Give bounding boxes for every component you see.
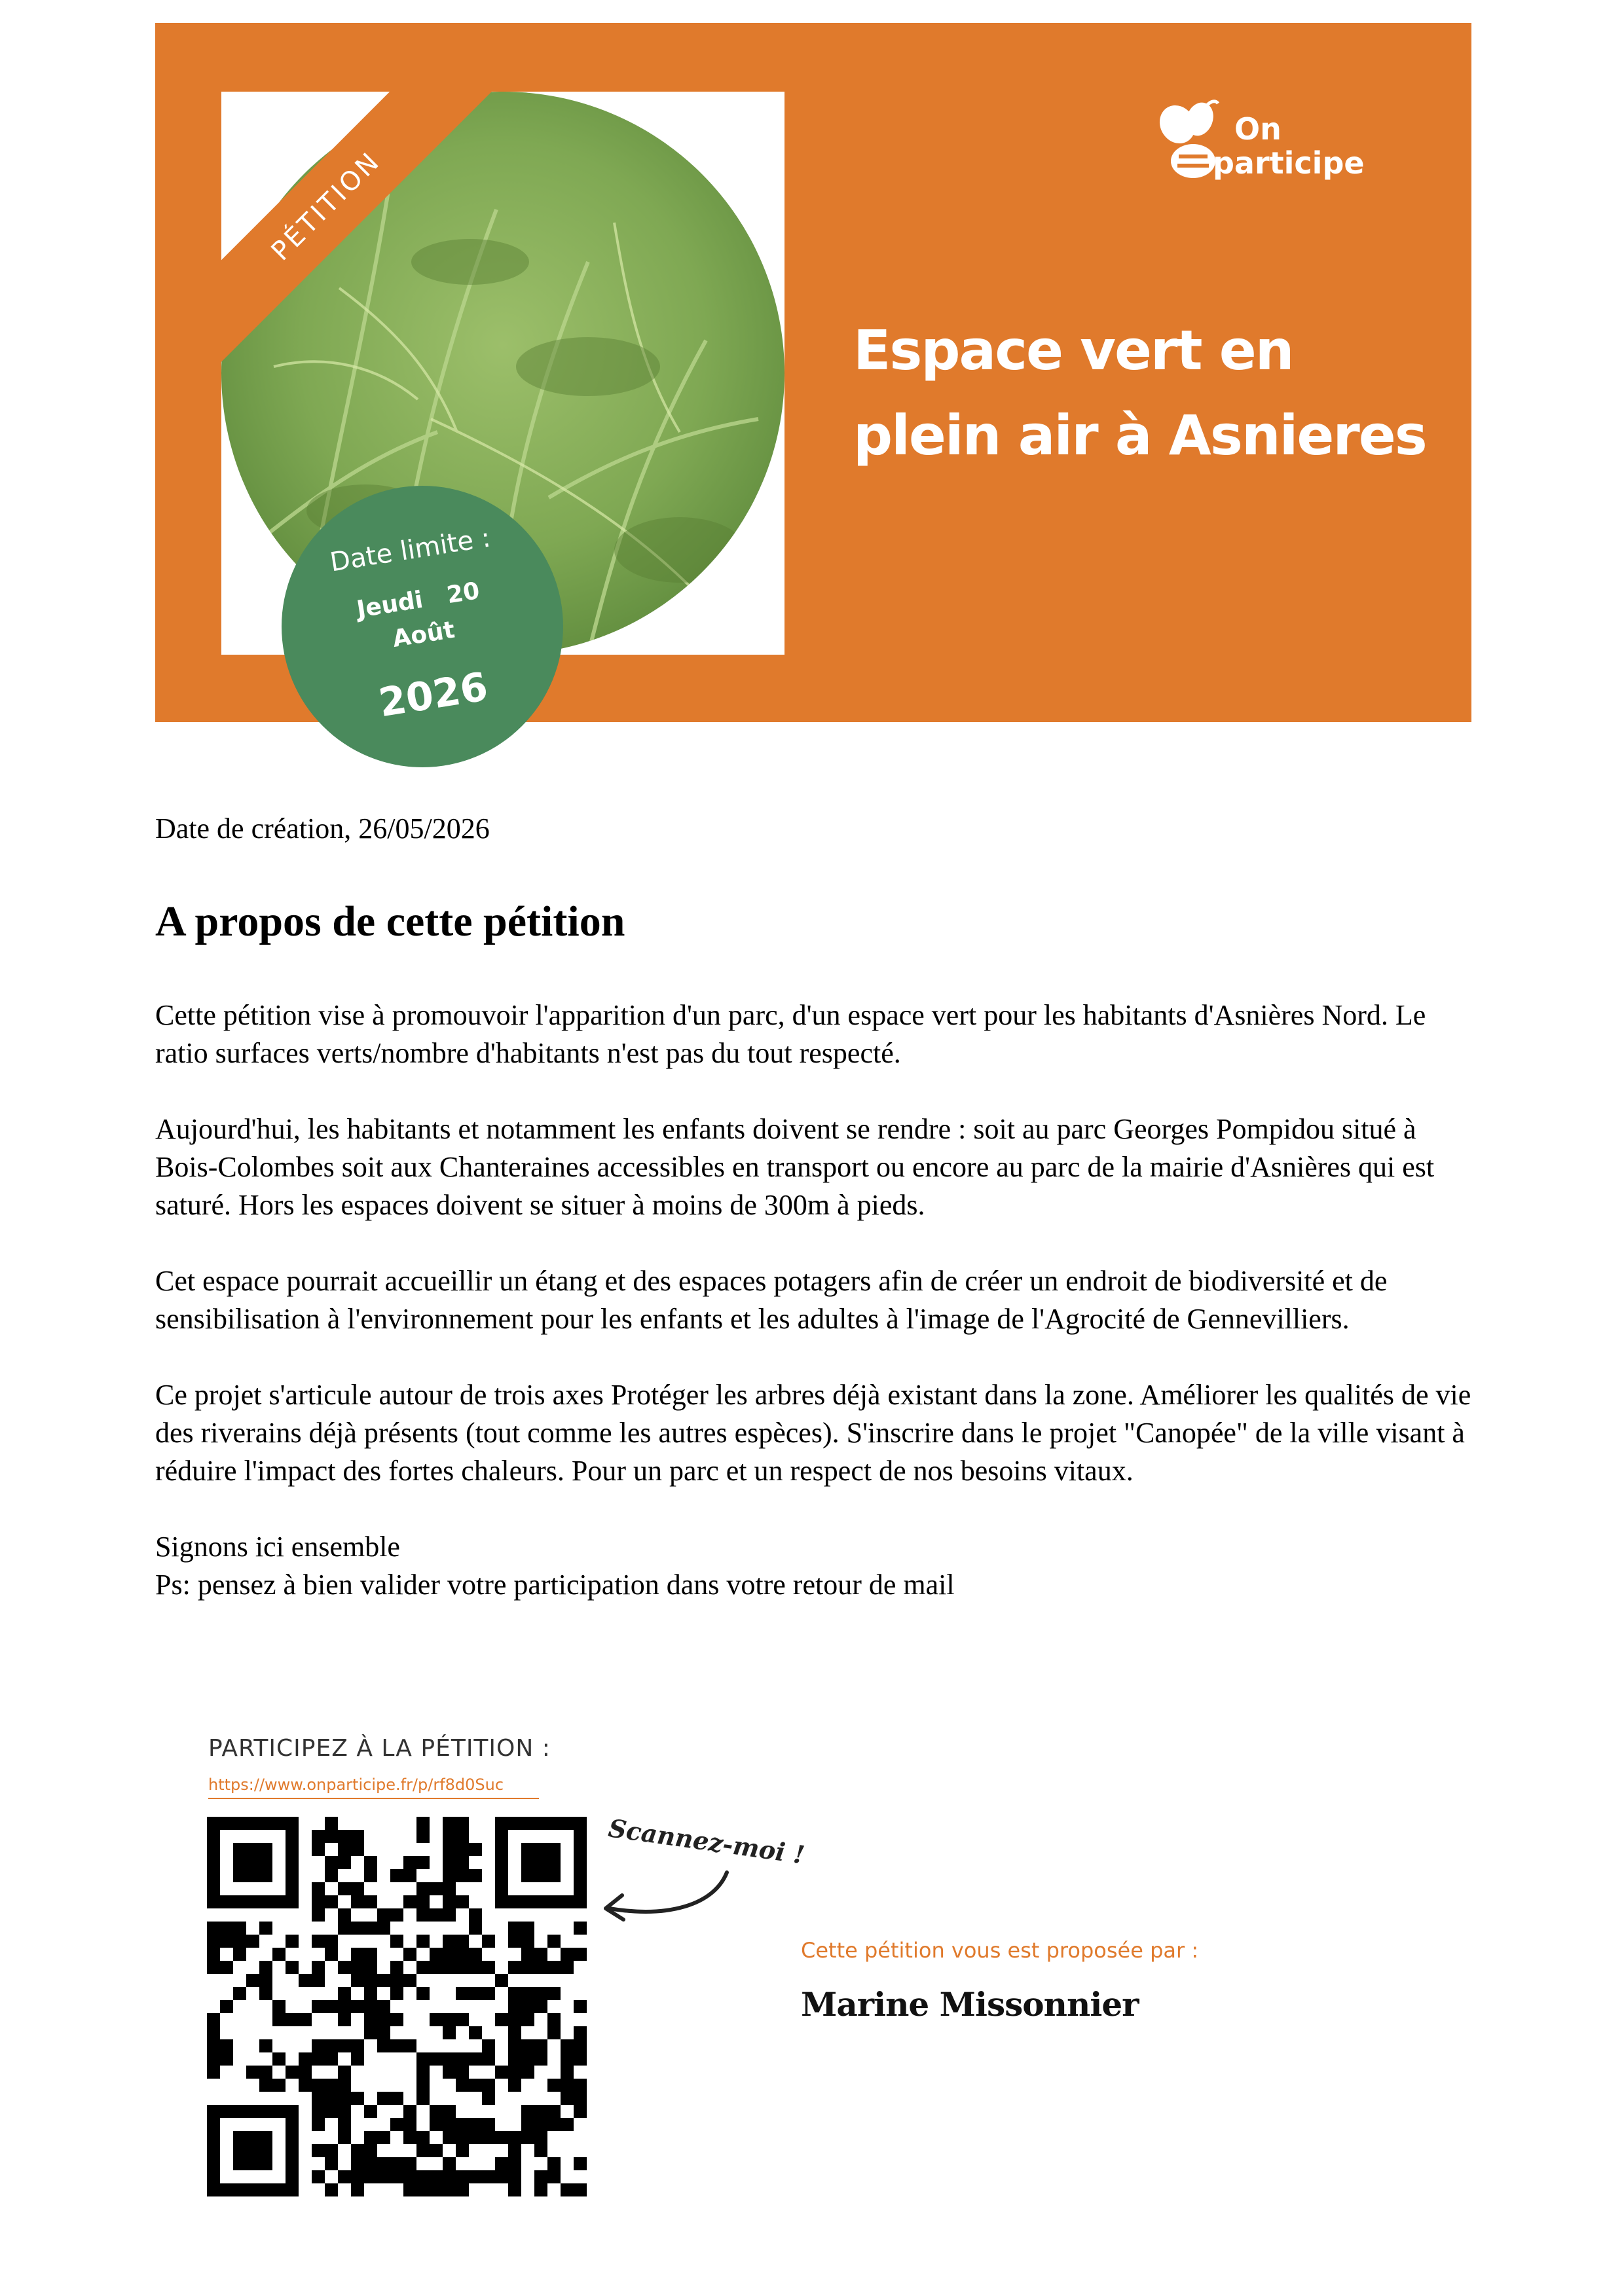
closing-line: Signons ici ensemble: [155, 1531, 400, 1563]
qr-title: PARTICIPEZ À LA PÉTITION :: [208, 1735, 551, 1762]
deadline-month: Août: [390, 616, 457, 653]
title-line-2: plein air à Asnieres: [853, 403, 1426, 467]
petition-title: [853, 308, 1462, 478]
deadline-badge: [282, 486, 563, 767]
on-participe-logo: [1153, 97, 1414, 189]
logo-text-participe: participe: [1213, 145, 1365, 181]
petition-description: [155, 996, 1471, 1604]
closing-note: Ps: pensez à bien valider votre participation dans votre retour de mail: [155, 1569, 955, 1601]
paragraph: Cette pétition vise à promouvoir l'apparition d'un parc, d'un espace vert pour les habitants d'Asnières Nord. Le ratio surfaces verts/nombre d'habitants n'est pas du tout respecté.: [155, 999, 1426, 1069]
qr-code[interactable]: [207, 1817, 587, 2196]
ribbon-label: PÉTITION: [221, 92, 503, 373]
title-line-1: Espace vert en: [853, 318, 1293, 382]
deadline-day: Jeudi 20: [354, 577, 482, 624]
creation-date: Date de création, 26/05/2026: [155, 812, 490, 845]
petition-url-link[interactable]: https://www.onparticipe.fr/p/rf8d0Suc: [208, 1776, 504, 1794]
proposer-name: Marine Missonnier: [801, 1985, 1139, 2024]
paragraph: Ce projet s'articule autour de trois axes Protéger les arbres déjà existant dans la zone. Améliorer les qualités de vie des riverains déjà présents (tout comme les autres espèces). S'inscrire dans le projet "Canopée" de la ville visant à réduire l'impact des fortes chaleurs. Pour un parc et un respect de nos besoins vitaux.: [155, 1379, 1471, 1487]
petition-ribbon: [221, 92, 503, 373]
proposer-label: Cette pétition vous est proposée par :: [801, 1938, 1199, 1963]
section-heading: A propos de cette pétition: [155, 898, 625, 945]
paragraph: Cet espace pourrait accueillir un étang et des espaces potagers afin de créer un endroit de biodiversité et de sensibilisation à l'environnement pour les enfants et les adultes à l'image de l'Agrocité de Gennevilliers.: [155, 1265, 1388, 1335]
url-underline: [208, 1798, 539, 1799]
arrow-icon: [589, 1846, 740, 1931]
logo-text-on: On: [1234, 111, 1282, 147]
paragraph: Aujourd'hui, les habitants et notamment les enfants doivent se rendre : soit au parc Georges Pompidou situé à Bois-Colombes soit aux Chanteraines accessibles en transport ou encore au parc de la mairie d'Asnières qui est saturé. Hors les espaces doivent se situer à moins de 300m à pieds.: [155, 1113, 1435, 1221]
deadline-label: Date limite :: [327, 522, 493, 578]
deadline-year: 2026: [375, 664, 491, 727]
scan-me-label: Scannez-moi !: [606, 1813, 807, 1870]
